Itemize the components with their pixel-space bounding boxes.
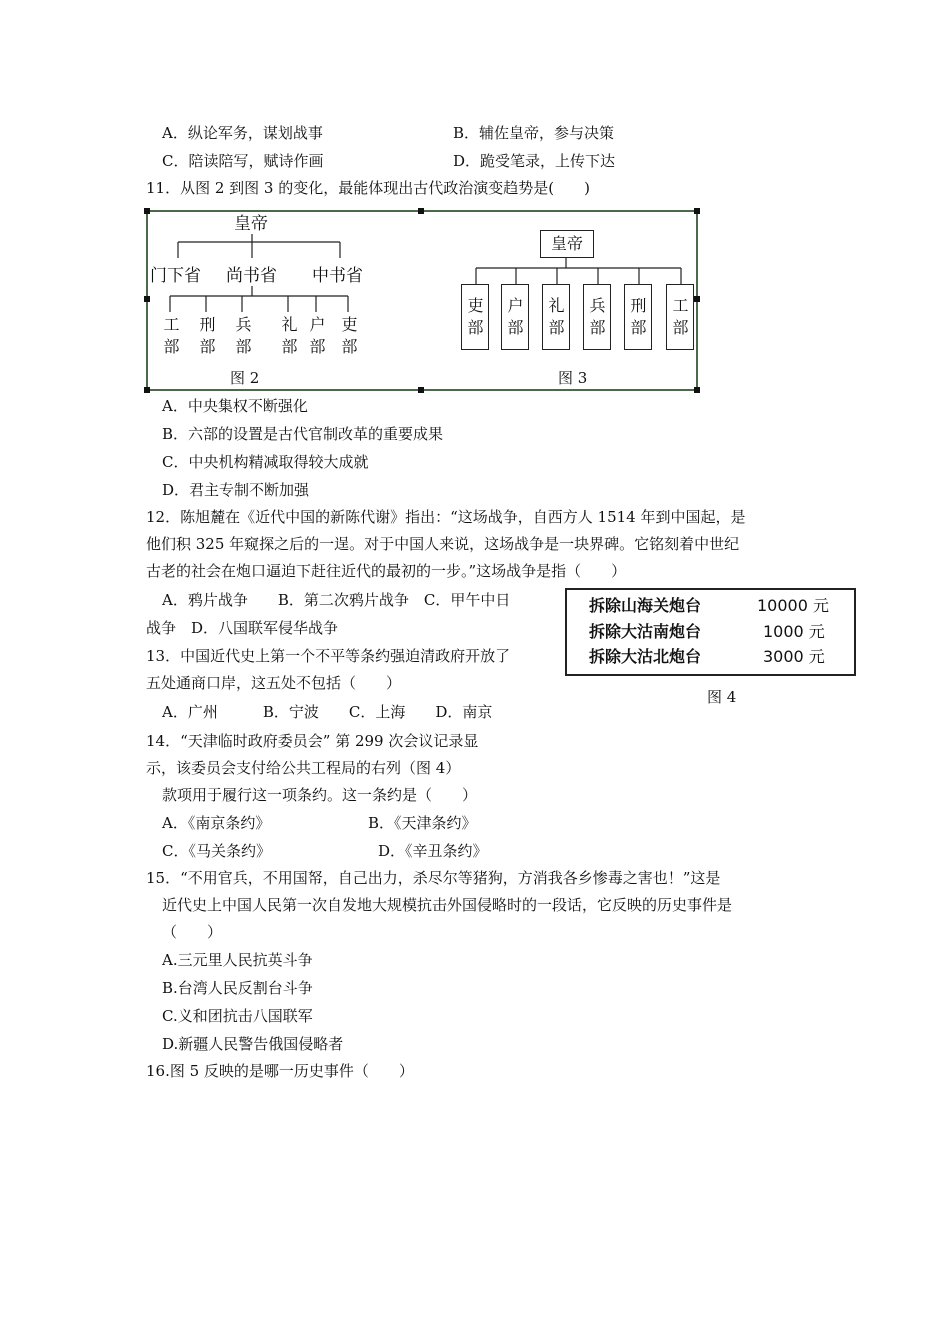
fig3-dept-1: 吏部	[461, 284, 489, 350]
figure-4-table	[565, 588, 856, 676]
fig4-row2-amount: 1000 元	[763, 622, 825, 641]
q15-option-b: B.台湾人民反割台斗争	[162, 979, 313, 997]
fig3-dept-6: 工部	[666, 284, 694, 350]
fig4-row1-amount: 10000 元	[757, 596, 829, 615]
fig3-caption: 图 3	[558, 369, 588, 387]
fig2-emperor: 皇帝	[234, 214, 268, 234]
fig4-row1-item: 拆除山海关炮台	[589, 596, 702, 615]
q15-option-c: C.义和团抗击八国联军	[162, 1007, 313, 1025]
q11-option-a: A．中央集权不断强化	[162, 397, 308, 415]
q14-option-a: A．《南京条约》	[162, 814, 271, 832]
fig2-zhongshu: 中书省	[312, 266, 363, 286]
fig2-menxia: 门下省	[150, 266, 201, 286]
q10-option-a: A．纵论军务，谋划战事	[162, 124, 323, 142]
q12-line-3: 古老的社会在炮口逼迫下赶往近代的最初的一步。”这场战争是指（ ）	[146, 562, 627, 580]
fig2-dept-xing: 刑部	[197, 316, 216, 360]
q11-option-d: D．君主专制不断加强	[162, 481, 310, 499]
q12-line-1: 12．陈旭麓在《近代中国的新陈代谢》指出：“这场战争，自西方人 1514 年到中国起，是	[146, 508, 746, 526]
q11-option-c: C．中央机构精减取得较大成就	[162, 453, 369, 471]
fig3-dept-4: 兵部	[583, 284, 611, 350]
fig2-dept-li-personnel: 吏部	[339, 316, 358, 360]
q15-option-a: A.三元里人民抗英斗争	[162, 951, 313, 969]
fig4-caption: 图 4	[707, 688, 737, 706]
fig4-row3-amount: 3000 元	[763, 647, 825, 666]
q13-line-2: 五处通商口岸，这五处不包括（ ）	[146, 674, 402, 692]
q12-options-1: A．鸦片战争 B．第二次鸦片战争 C．甲午中日	[162, 591, 511, 609]
figure-2-tree-lines	[148, 212, 696, 389]
fig2-dept-gong: 工部	[161, 316, 180, 360]
q15-line-3: （ ）	[162, 923, 223, 941]
q12-options-2: 战争 D．八国联军侵华战争	[146, 619, 339, 637]
q14-line-3: 款项用于履行这一项条约。这一条约是（ ）	[162, 786, 478, 804]
q16-stem: 16.图 5 反映的是哪一历史事件（ ）	[146, 1062, 414, 1080]
fig4-row3-item: 拆除大沽北炮台	[589, 647, 702, 666]
fig2-caption: 图 2	[230, 369, 260, 387]
fig2-dept-hu: 户部	[307, 316, 326, 360]
q10-option-b: B．辅佐皇帝，参与决策	[453, 124, 615, 142]
q10-option-d: D．跪受笔录，上传下达	[453, 152, 616, 170]
fig2-shangshu: 尚书省	[226, 266, 277, 286]
q12-line-2: 他们积 325 年窥探之后的一逞。对于中国人来说，这场战争是一块界碑。它铭刻着中世纪	[146, 535, 740, 553]
q13-options: A．广州 B．宁波 C．上海 D．南京	[162, 703, 493, 721]
figure-2-3	[146, 210, 698, 391]
q11-option-b: B．六部的设置是古代官制改革的重要成果	[162, 425, 444, 443]
q13-line-1: 13．中国近代史上第一个不平等条约强迫清政府开放了	[146, 647, 511, 665]
fig2-dept-li: 礼部	[279, 316, 298, 360]
fig2-dept-bing: 兵部	[233, 316, 252, 360]
q14-option-b: B．《天津条约》	[368, 814, 477, 832]
q15-line-2: 近代史上中国人民第一次自发地大规模抗击外国侵略时的一段话，它反映的历史事件是	[162, 896, 733, 914]
fig4-row2-item: 拆除大沽南炮台	[589, 622, 702, 641]
q14-option-c: C．《马关条约》	[162, 842, 271, 860]
fig3-emperor: 皇帝	[550, 234, 583, 253]
fig3-dept-5: 刑部	[624, 284, 652, 350]
q10-option-c: C．陪读陪写，赋诗作画	[162, 152, 324, 170]
fig3-dept-3: 礼部	[542, 284, 570, 350]
q14-line-1: 14．“天津临时政府委员会” 第 299 次会议记录显	[146, 732, 479, 750]
q11-stem: 11．从图 2 到图 3 的变化，最能体现出古代政治演变趋势是( )	[146, 179, 590, 197]
q15-option-d: D.新疆人民警告俄国侵略者	[162, 1035, 344, 1053]
fig3-dept-2: 户部	[501, 284, 529, 350]
q14-option-d: D．《辛丑条约》	[378, 842, 488, 860]
q14-line-2: 示，该委员会支付给公共工程局的右列（图 4）	[146, 759, 461, 777]
q15-line-1: 15．“不用官兵，不用国帑，自己出力，杀尽尔等猪狗，方消我各乡惨毒之害也！”这是	[146, 869, 721, 887]
fig3-emperor-box	[540, 230, 594, 258]
